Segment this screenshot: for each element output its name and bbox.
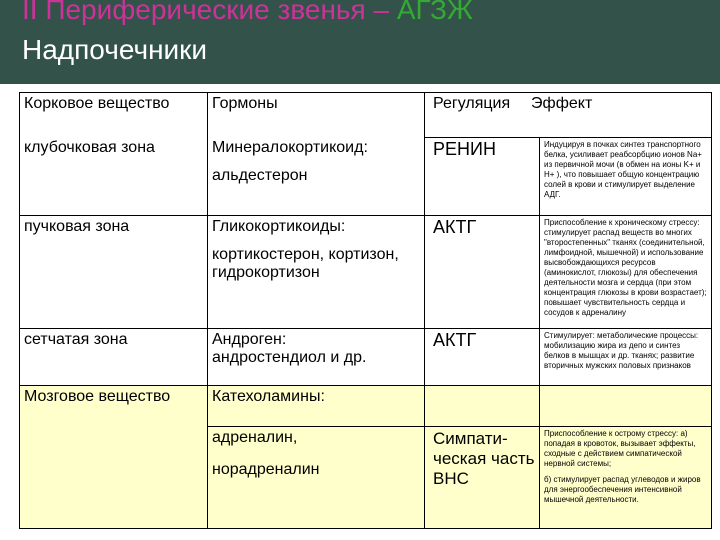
hormone-list: андростендиол и др. bbox=[212, 349, 367, 366]
hormone-adrenaline: адреналин, bbox=[212, 429, 298, 447]
table-row bbox=[20, 329, 712, 386]
slide-header bbox=[0, 0, 720, 84]
effect-cell-empty bbox=[540, 386, 712, 427]
hormone-group: Минералокортикоид: bbox=[212, 139, 368, 156]
zone-reticularis: сетчатая зона bbox=[20, 329, 208, 386]
zone-glomerulosa: клубочковая зона bbox=[20, 137, 208, 216]
zone-medulla: Мозговое вещество bbox=[20, 386, 208, 529]
table-header-row bbox=[20, 93, 712, 138]
catecholamines-cell: Катехоламины: bbox=[208, 386, 425, 427]
regulation-cell: АКТГ bbox=[425, 329, 540, 386]
hormone-list: альдестерон bbox=[212, 167, 308, 184]
title-dash: – bbox=[373, 0, 390, 25]
hormones-cell bbox=[208, 137, 425, 216]
slide-subtitle: Надпочечники bbox=[22, 34, 208, 65]
regulation-cell: АКТГ bbox=[425, 216, 540, 329]
table-row-medulla bbox=[20, 386, 712, 427]
hormone-list: кортикостерон, кортизон, гидрокортизон bbox=[212, 246, 399, 281]
hormone-group: Андроген: bbox=[212, 331, 287, 348]
effect-part-a: Приспособление к острому стрессу: а) попадая в кровоток, вызывает эффекты, сходные с действием симпатической нервной системы; bbox=[544, 429, 696, 469]
hormones-cell bbox=[208, 329, 425, 386]
header-cortex: Корковое вещество bbox=[20, 93, 208, 138]
regulation-cell-empty bbox=[425, 386, 540, 427]
slide-title bbox=[22, 0, 473, 26]
hormones-cell bbox=[208, 427, 425, 529]
regulation-cell: Симпати-ческая часть ВНС bbox=[425, 427, 540, 529]
title-roman-numeral: II bbox=[22, 0, 38, 25]
effect-cell: Стимулирует: метаболические процессы: мобилизацию жира из депо и синтез белков в мышцах и др. тканях; развитие вторичных мужских половых признаков bbox=[540, 329, 712, 386]
hormone-noradrenaline: норадреналин bbox=[212, 461, 320, 479]
effect-cell: Индуцируя в почках синтез транспортного белка, усиливает реабсорбцию ионов Na+ из первичной мочи (в обмен на ионы K+ и H+ ), что повышает общую концентрацию солей в крови и стимулирует выделение АДГ. bbox=[540, 137, 712, 216]
adrenal-table bbox=[19, 92, 712, 529]
header-hormones: Гормоны bbox=[208, 93, 425, 138]
header-regulation: Регуляция bbox=[433, 95, 511, 112]
title-text: Периферические звенья bbox=[45, 0, 366, 25]
regulation-cell: РЕНИН bbox=[425, 137, 540, 216]
effect-cell bbox=[540, 427, 712, 529]
header-regulation-effect bbox=[425, 93, 712, 138]
table-row bbox=[20, 216, 712, 329]
table-row bbox=[20, 137, 712, 216]
hormone-group: Гликокортикоиды: bbox=[212, 218, 346, 235]
title-abbreviation: АГЗЖ bbox=[396, 0, 473, 25]
effect-part-b: б) стимулирует распад углеводов и жиров для энергообеспечения интенсивной мышечной деятельности. bbox=[544, 475, 701, 505]
effect-cell: Приспособление к хроническому стрессу: стимулирует распад веществ во многих "второстепенных" тканях (соединительной, лимфоидной, мышечной) и использование высвобождающихся ресурсов (аминокислот, глюкозы) для обеспечения деятельности мозга и сердца (при этом концентрация глюкозы в крови возрастает); повышает чувствительность сердца и сосудов к адреналину bbox=[540, 216, 712, 329]
header-effect: Эффект bbox=[531, 95, 593, 112]
zone-fasciculata: пучковая зона bbox=[20, 216, 208, 329]
hormones-cell bbox=[208, 216, 425, 329]
